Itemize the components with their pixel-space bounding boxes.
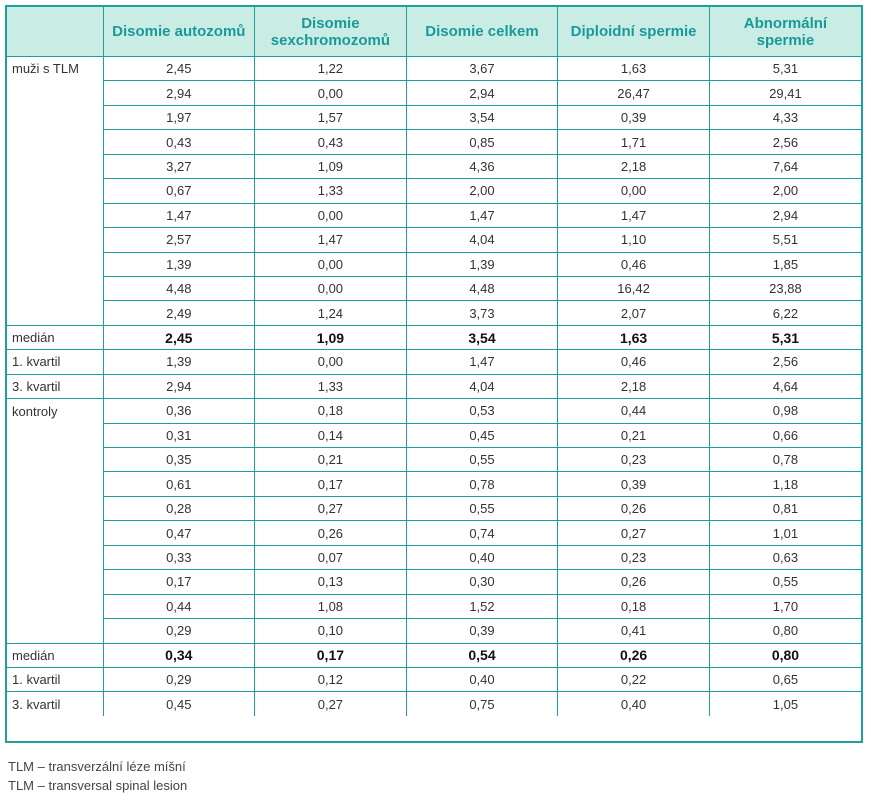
table-cell: 0,13 [255, 570, 407, 594]
table-cell: 0,00 [558, 179, 710, 203]
table-cell: 2,56 [709, 130, 861, 154]
row-label [7, 594, 103, 618]
table-cell: 1,47 [558, 203, 710, 227]
row-label [7, 301, 103, 325]
table-cell: 0,53 [406, 399, 558, 423]
table-cell: 0,33 [103, 545, 255, 569]
table-cell: 0,31 [103, 423, 255, 447]
table-cell: 2,94 [709, 203, 861, 227]
table-row [7, 276, 861, 300]
table-cell: 0,98 [709, 399, 861, 423]
table-cell: 2,49 [103, 301, 255, 325]
header-diploidni-spermie: Diploidní spermie [558, 7, 710, 57]
table-cell: 0,54 [406, 643, 558, 667]
table-cell: 0,43 [103, 130, 255, 154]
table-cell: 0,41 [558, 619, 710, 643]
row-label: kontroly [12, 403, 58, 419]
table-row [7, 154, 861, 178]
table-cell: 0,46 [558, 252, 710, 276]
table-cell: 1,22 [255, 57, 407, 81]
row-label: 3. kvartil [12, 696, 61, 712]
table-cell: 0,29 [103, 619, 255, 643]
table-cell: 0,39 [406, 619, 558, 643]
table-cell: 0,66 [709, 423, 861, 447]
header-abnormalni-spermie: Abnormální spermie [709, 7, 861, 57]
table-row [7, 643, 861, 667]
table-cell: 1,39 [103, 252, 255, 276]
table-cell: 0,21 [255, 448, 407, 472]
table-cell: 4,04 [406, 374, 558, 398]
table-row [7, 545, 861, 569]
table-cell: 2,57 [103, 228, 255, 252]
table-row [7, 521, 861, 545]
table-cell: 1,39 [103, 350, 255, 374]
table-cell: 0,44 [558, 399, 710, 423]
table-cell: 29,41 [709, 81, 861, 105]
row-label: medián [7, 325, 103, 349]
table-cell: 0,40 [558, 692, 710, 716]
table-cell: 2,56 [709, 350, 861, 374]
row-label: 1. kvartil [7, 350, 103, 374]
table-cell: 0,29 [103, 667, 255, 691]
table-cell: 0,27 [255, 692, 407, 716]
row-label [7, 228, 103, 252]
table-cell: 1,47 [103, 203, 255, 227]
row-label [7, 154, 103, 178]
table-cell: 0,10 [255, 619, 407, 643]
table-cell: 0,61 [103, 472, 255, 496]
table-cell: 0,75 [406, 692, 558, 716]
table-row [7, 81, 861, 105]
table-row [7, 472, 861, 496]
table-row [7, 252, 861, 276]
table-cell: 0,22 [558, 667, 710, 691]
data-table-frame [5, 5, 863, 743]
table-cell: 0,55 [406, 496, 558, 520]
table-cell: 0,40 [406, 545, 558, 569]
row-label [7, 81, 103, 105]
row-label [7, 423, 103, 447]
table-cell: 0,26 [558, 570, 710, 594]
table-cell: 0,26 [558, 496, 710, 520]
table-cell: 1,33 [255, 179, 407, 203]
table-cell: 4,64 [709, 374, 861, 398]
table-cell: 0,27 [558, 521, 710, 545]
footnotes [8, 757, 187, 795]
table-cell: 2,18 [558, 374, 710, 398]
table-cell: 5,31 [709, 325, 861, 349]
table-row [7, 496, 861, 520]
row-label [7, 570, 103, 594]
table-cell: 3,54 [406, 105, 558, 129]
row-label: medián [7, 643, 103, 667]
table-row [7, 301, 861, 325]
header-disomie-sexchromozomu: Disomie sexchromozomů [255, 7, 407, 57]
row-label [7, 276, 103, 300]
table-cell: 0,18 [255, 399, 407, 423]
row-label [7, 130, 103, 154]
row-label [7, 105, 103, 129]
table-cell: 4,33 [709, 105, 861, 129]
table-cell: 0,14 [255, 423, 407, 447]
table-cell: 5,31 [709, 57, 861, 81]
table-cell: 0,00 [255, 81, 407, 105]
table-cell: 2,45 [103, 325, 255, 349]
table-row [7, 350, 861, 374]
table-cell: 2,18 [558, 154, 710, 178]
table-cell: 0,21 [558, 423, 710, 447]
table-cell: 0,00 [255, 252, 407, 276]
table-cell: 4,48 [406, 276, 558, 300]
table-cell: 3,54 [406, 325, 558, 349]
table-cell: 1,63 [558, 57, 710, 81]
table-cell: 0,45 [406, 423, 558, 447]
table-cell: 0,78 [406, 472, 558, 496]
table-cell: 4,48 [103, 276, 255, 300]
table-cell: 1,10 [558, 228, 710, 252]
table-cell: 1,18 [709, 472, 861, 496]
footnote-cz: TLM – transverzální léze míšní [8, 759, 186, 774]
table-cell: 2,94 [103, 374, 255, 398]
table-cell: 0,55 [709, 570, 861, 594]
table-row [7, 130, 861, 154]
table-cell: 0,18 [558, 594, 710, 618]
header-row [7, 7, 861, 57]
table-cell: 0,12 [255, 667, 407, 691]
table-cell: 0,35 [103, 448, 255, 472]
table-cell: 1,33 [255, 374, 407, 398]
table-cell: 0,00 [255, 276, 407, 300]
table-body [7, 57, 861, 716]
row-label: 1. kvartil [7, 667, 103, 691]
table-cell: 0,74 [406, 521, 558, 545]
table-cell: 3,73 [406, 301, 558, 325]
table-cell: 1,08 [255, 594, 407, 618]
table-cell: 16,42 [558, 276, 710, 300]
row-label [7, 619, 103, 643]
table-cell: 0,80 [709, 619, 861, 643]
table-cell: 0,28 [103, 496, 255, 520]
table-cell: 2,45 [103, 57, 255, 81]
table-cell: 4,36 [406, 154, 558, 178]
table-row [7, 692, 861, 716]
table-cell: 1,24 [255, 301, 407, 325]
row-label: 3. kvartil [7, 374, 103, 398]
table-cell: 0,07 [255, 545, 407, 569]
table-cell: 0,39 [558, 472, 710, 496]
table-cell: 0,81 [709, 496, 861, 520]
table-cell: 1,09 [255, 154, 407, 178]
table-cell: 1,05 [709, 692, 861, 716]
table-cell: 0,65 [709, 667, 861, 691]
table-cell: 0,17 [103, 570, 255, 594]
table-cell: 1,39 [406, 252, 558, 276]
table-cell: 3,67 [406, 57, 558, 81]
table-row [7, 228, 861, 252]
footnote-en: TLM – transversal spinal lesion [8, 778, 188, 793]
data-table [7, 7, 861, 716]
row-label [7, 252, 103, 276]
table-cell: 0,00 [255, 203, 407, 227]
table-row [7, 203, 861, 227]
table-cell: 0,34 [103, 643, 255, 667]
table-cell: 1,47 [406, 203, 558, 227]
table-cell: 0,27 [255, 496, 407, 520]
table-row [7, 667, 861, 691]
table-cell: 0,80 [709, 643, 861, 667]
header-blank [7, 7, 103, 57]
table-row [7, 179, 861, 203]
row-label [7, 203, 103, 227]
table-cell: 0,26 [255, 521, 407, 545]
table-cell: 0,44 [103, 594, 255, 618]
table-cell: 6,22 [709, 301, 861, 325]
table-cell: 0,40 [406, 667, 558, 691]
table-cell: 4,04 [406, 228, 558, 252]
table-cell: 1,01 [709, 521, 861, 545]
table-cell: 2,00 [709, 179, 861, 203]
table-cell: 0,17 [255, 643, 407, 667]
table-cell: 2,94 [406, 81, 558, 105]
table-cell: 7,64 [709, 154, 861, 178]
table-cell: 0,85 [406, 130, 558, 154]
table-cell: 0,30 [406, 570, 558, 594]
table-cell: 0,78 [709, 448, 861, 472]
table-cell: 0,63 [709, 545, 861, 569]
table-cell: 1,97 [103, 105, 255, 129]
table-row [7, 57, 861, 81]
row-label [7, 496, 103, 520]
table-cell: 26,47 [558, 81, 710, 105]
table-cell: 2,00 [406, 179, 558, 203]
table-cell: 3,27 [103, 154, 255, 178]
row-label [7, 179, 103, 203]
table-cell: 0,17 [255, 472, 407, 496]
table-cell: 0,43 [255, 130, 407, 154]
table-cell: 1,85 [709, 252, 861, 276]
table-cell: 0,23 [558, 448, 710, 472]
table-row [7, 325, 861, 349]
table-cell: 1,70 [709, 594, 861, 618]
table-cell: 0,23 [558, 545, 710, 569]
header-disomie-autozomu: Disomie autozomů [103, 7, 255, 57]
table-row [7, 423, 861, 447]
table-cell: 1,71 [558, 130, 710, 154]
table-cell: 0,39 [558, 105, 710, 129]
table-cell: 0,46 [558, 350, 710, 374]
row-label [7, 545, 103, 569]
table-cell: 1,63 [558, 325, 710, 349]
table-row [7, 594, 861, 618]
table-cell: 1,09 [255, 325, 407, 349]
table-cell: 23,88 [709, 276, 861, 300]
table-cell: 0,45 [103, 692, 255, 716]
table-cell: 5,51 [709, 228, 861, 252]
row-label [7, 521, 103, 545]
table-cell: 0,26 [558, 643, 710, 667]
table-cell: 2,07 [558, 301, 710, 325]
row-label [7, 448, 103, 472]
table-cell: 1,47 [406, 350, 558, 374]
table-cell: 0,67 [103, 179, 255, 203]
row-label: muži s TLM [12, 61, 79, 77]
table-row [7, 399, 861, 423]
table-row [7, 570, 861, 594]
table-cell: 1,57 [255, 105, 407, 129]
table-row [7, 448, 861, 472]
table-cell: 0,55 [406, 448, 558, 472]
header-disomie-celkem: Disomie celkem [406, 7, 558, 57]
table-cell: 0,36 [103, 399, 255, 423]
table-row [7, 105, 861, 129]
row-label [7, 472, 103, 496]
table-cell: 0,47 [103, 521, 255, 545]
table-row [7, 619, 861, 643]
table-cell: 0,00 [255, 350, 407, 374]
table-cell: 2,94 [103, 81, 255, 105]
table-cell: 1,52 [406, 594, 558, 618]
table-cell: 1,47 [255, 228, 407, 252]
table-row [7, 374, 861, 398]
